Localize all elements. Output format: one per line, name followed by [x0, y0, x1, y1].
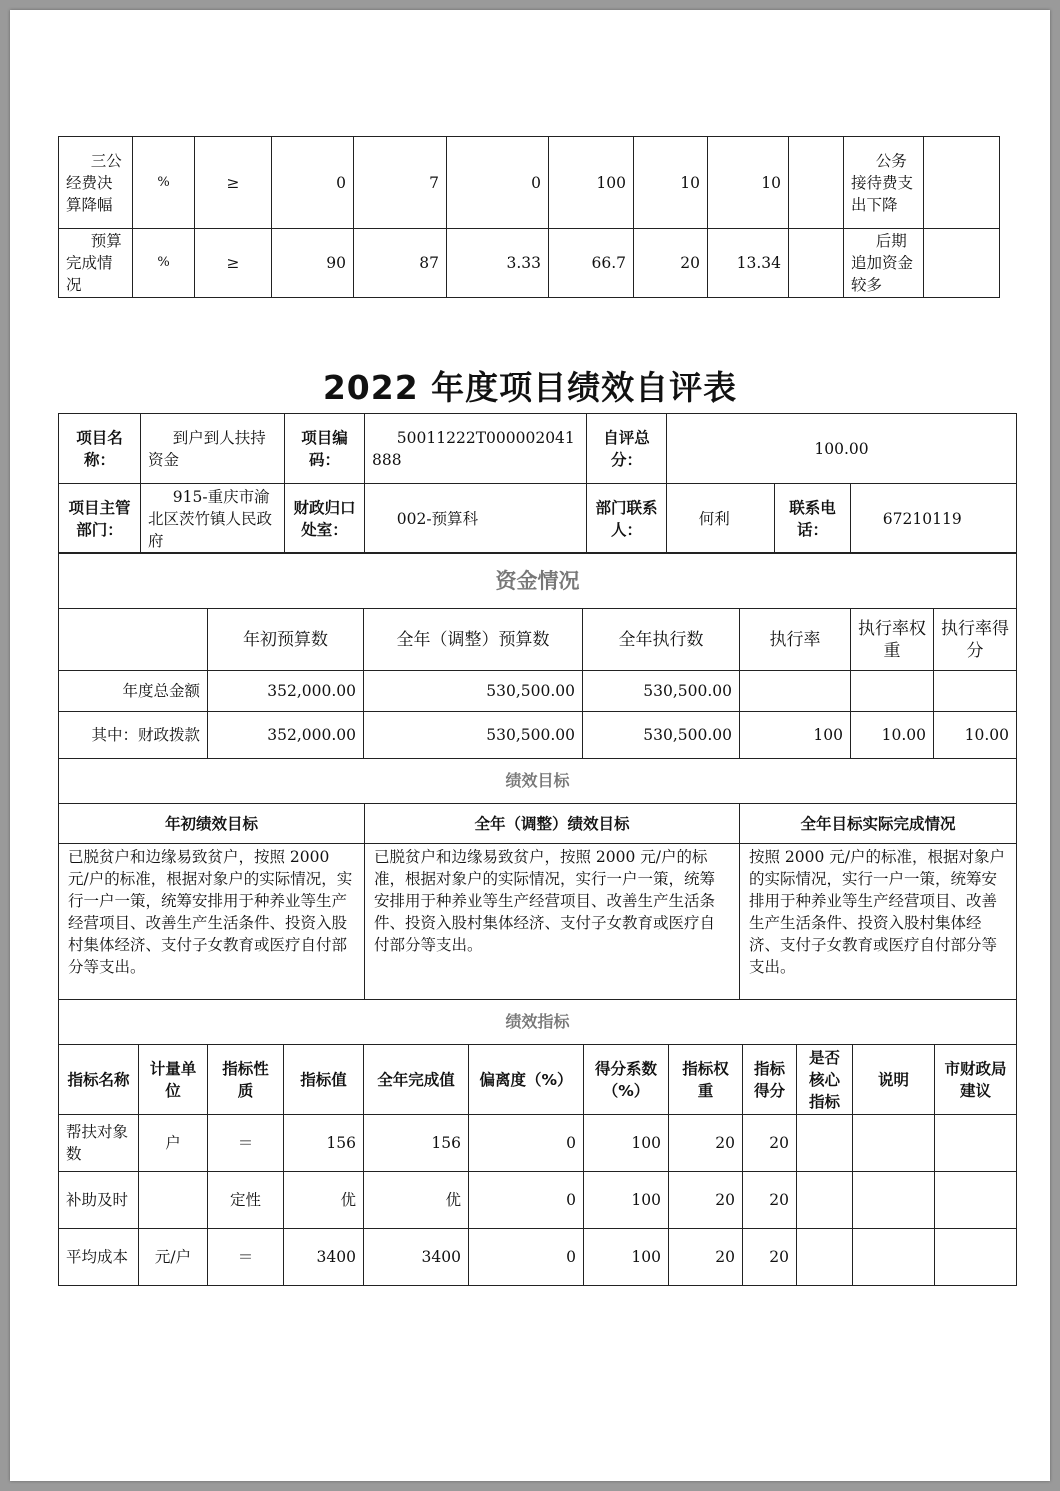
indicator-note: 公务接待费支出下降 — [844, 137, 924, 229]
indicator-note: 后期追加资金较多 — [844, 229, 924, 298]
indicator-weight: 10 — [634, 137, 708, 229]
indicator-nature: ＝ — [208, 1229, 284, 1286]
funds-initial: 352,000.00 — [208, 712, 364, 759]
indicators-header: 指标性质 — [208, 1045, 284, 1115]
table-row — [59, 712, 1017, 759]
goals-section-title: 绩效目标 — [59, 759, 1017, 804]
project-name-label: 项目名称： — [59, 414, 141, 484]
table-row — [59, 1229, 1017, 1286]
indicator-coef: 66.7 — [549, 229, 634, 298]
indicator-coef: 100 — [584, 1115, 669, 1172]
phone-value: 67210119 — [851, 484, 1017, 554]
goals-header: 全年（调整）绩效目标 — [365, 804, 740, 844]
indicators-header: 指标权重 — [669, 1045, 743, 1115]
contact-label: 部门联系人： — [587, 484, 667, 554]
funds-adjusted: 530,500.00 — [364, 671, 583, 712]
indicators-section-title: 绩效指标 — [59, 1000, 1017, 1045]
self-score-value: 100.00 — [667, 414, 1017, 484]
indicator-nature: 定性 — [208, 1172, 284, 1229]
indicator-actual: 3400 — [364, 1229, 469, 1286]
funds-section-title: 资金情况 — [59, 553, 1017, 609]
indicator-suggest — [935, 1229, 1017, 1286]
dept-label: 项目主管部门： — [59, 484, 141, 554]
goals-actual-text: 按照 2000 元/户的标准，根据对象户的实际情况，实行一户一策，统筹安排用于种养业等生产经营项目、改善生产生活条件、投资入股村集体经济、支付子女教育或医疗自付部分等支出。 — [740, 844, 1017, 1000]
indicator-actual: 87 — [354, 229, 447, 298]
goals-initial-text: 已脱贫户和边缘易致贫户，按照 2000 元/户的标准，根据对象户的实际情况，实行一户一策，统筹安排用于种养业等生产经营项目、改善生产生活条件、投资入股村集体经济、支付子女教育或医疗自付部分等支出。 — [59, 844, 365, 1000]
indicator-name: 三公经费决算降幅 — [59, 137, 133, 229]
indicator-deviation: 0 — [469, 1115, 584, 1172]
indicator-core — [797, 1229, 853, 1286]
table-row — [59, 414, 1017, 484]
indicators-header: 指标名称 — [59, 1045, 139, 1115]
indicator-note — [853, 1172, 935, 1229]
project-code-label: 项目编码： — [285, 414, 365, 484]
funds-header-empty — [59, 609, 208, 671]
indicator-suggest — [924, 229, 1000, 298]
funds-header: 全年执行数 — [583, 609, 740, 671]
table-header-row — [59, 609, 1017, 671]
indicator-deviation: 0 — [469, 1172, 584, 1229]
indicator-deviation: 0 — [447, 137, 549, 229]
indicator-name: 帮扶对象数 — [59, 1115, 139, 1172]
indicators-header: 指标得分 — [743, 1045, 797, 1115]
dept-value: 915-重庆市渝北区茨竹镇人民政府 — [141, 484, 285, 554]
funds-row-label: 年度总金额 — [59, 671, 208, 712]
indicators-header: 计量单位 — [139, 1045, 208, 1115]
project-name-value: 到户到人扶持资金 — [141, 414, 285, 484]
indicator-target: 优 — [284, 1172, 364, 1229]
indicator-target: 0 — [272, 137, 354, 229]
indicators-header: 偏离度（%） — [469, 1045, 584, 1115]
document-page — [10, 10, 1050, 1481]
funds-rate: 100 — [740, 712, 851, 759]
funds-weight — [851, 671, 934, 712]
indicator-score: 20 — [743, 1115, 797, 1172]
indicator-weight: 20 — [669, 1229, 743, 1286]
indicator-coef: 100 — [549, 137, 634, 229]
indicator-target: 90 — [272, 229, 354, 298]
indicator-score: 20 — [743, 1172, 797, 1229]
goals-table — [58, 758, 1017, 1000]
goals-adjusted-text: 已脱贫户和边缘易致贫户，按照 2000 元/户的标准，根据对象户的实际情况，实行一户一策，统筹安排用于种养业等生产经营项目、改善生产生活条件、投资入股村集体经济、支付子女教育或医疗自付部分等支出。 — [365, 844, 740, 1000]
indicator-target: 156 — [284, 1115, 364, 1172]
indicators-header: 得分系数（%） — [584, 1045, 669, 1115]
indicator-actual: 7 — [354, 137, 447, 229]
indicators-header: 指标值 — [284, 1045, 364, 1115]
indicator-unit — [139, 1172, 208, 1229]
funds-executed: 530,500.00 — [583, 712, 740, 759]
indicator-weight: 20 — [634, 229, 708, 298]
indicators-header: 市财政局建议 — [935, 1045, 1017, 1115]
indicator-target: 3400 — [284, 1229, 364, 1286]
table-row — [59, 844, 1017, 1000]
funds-header: 年初预算数 — [208, 609, 364, 671]
indicator-core — [797, 1115, 853, 1172]
funds-table — [58, 552, 1017, 759]
indicator-coef: 100 — [584, 1229, 669, 1286]
goals-header: 全年目标实际完成情况 — [740, 804, 1017, 844]
self-score-label: 自评总分： — [587, 414, 667, 484]
indicator-unit: % — [133, 137, 195, 229]
office-label: 财政归口处室： — [285, 484, 365, 554]
indicator-nature: ≥ — [195, 137, 272, 229]
indicators-header: 全年完成值 — [364, 1045, 469, 1115]
table-header-row — [59, 1045, 1017, 1115]
funds-adjusted: 530,500.00 — [364, 712, 583, 759]
indicators-header: 说明 — [853, 1045, 935, 1115]
indicator-suggest — [935, 1172, 1017, 1229]
goals-header: 年初绩效目标 — [59, 804, 365, 844]
contact-value: 何利 — [667, 484, 775, 554]
funds-executed: 530,500.00 — [583, 671, 740, 712]
page-title: 2022 年度项目绩效自评表 — [322, 368, 738, 407]
office-value: 002-预算科 — [365, 484, 587, 554]
indicator-name: 补助及时 — [59, 1172, 139, 1229]
indicator-actual: 优 — [364, 1172, 469, 1229]
phone-label: 联系电话： — [775, 484, 851, 554]
indicator-nature: ＝ — [208, 1115, 284, 1172]
indicators-header: 是否核心指标 — [797, 1045, 853, 1115]
indicators-table — [58, 999, 1017, 1286]
indicator-actual: 156 — [364, 1115, 469, 1172]
funds-header: 全年（调整）预算数 — [364, 609, 583, 671]
funds-rate — [740, 671, 851, 712]
indicator-score: 10 — [708, 137, 789, 229]
funds-row-label: 其中：财政拨款 — [59, 712, 208, 759]
indicator-weight: 20 — [669, 1172, 743, 1229]
indicator-name: 预算完成情况 — [59, 229, 133, 298]
funds-weight: 10.00 — [851, 712, 934, 759]
indicator-suggest — [924, 137, 1000, 229]
funds-initial: 352,000.00 — [208, 671, 364, 712]
indicator-score: 20 — [743, 1229, 797, 1286]
indicator-weight: 20 — [669, 1115, 743, 1172]
indicator-unit: 元/户 — [139, 1229, 208, 1286]
project-info-table — [58, 413, 1017, 554]
funds-header: 执行率得分 — [934, 609, 1017, 671]
indicator-core — [797, 1172, 853, 1229]
indicator-nature: ≥ — [195, 229, 272, 298]
indicator-note — [853, 1115, 935, 1172]
table-row — [59, 137, 1000, 229]
indicator-deviation: 3.33 — [447, 229, 549, 298]
indicator-unit: % — [133, 229, 195, 298]
funds-header: 执行率权重 — [851, 609, 934, 671]
indicator-unit: 户 — [139, 1115, 208, 1172]
indicator-core — [789, 137, 844, 229]
table-row — [59, 1172, 1017, 1229]
indicator-deviation: 0 — [469, 1229, 584, 1286]
continued-indicator-table — [58, 136, 1000, 298]
table-row — [59, 671, 1017, 712]
indicator-name: 平均成本 — [59, 1229, 139, 1286]
table-header-row — [59, 804, 1017, 844]
funds-score — [934, 671, 1017, 712]
indicator-suggest — [935, 1115, 1017, 1172]
table-row — [59, 229, 1000, 298]
indicator-score: 13.34 — [708, 229, 789, 298]
funds-score: 10.00 — [934, 712, 1017, 759]
table-row — [59, 484, 1017, 554]
indicator-coef: 100 — [584, 1172, 669, 1229]
funds-header: 执行率 — [740, 609, 851, 671]
project-code-value: 50011222T000002041888 — [365, 414, 587, 484]
table-row — [59, 1115, 1017, 1172]
indicator-core — [789, 229, 844, 298]
indicator-note — [853, 1229, 935, 1286]
